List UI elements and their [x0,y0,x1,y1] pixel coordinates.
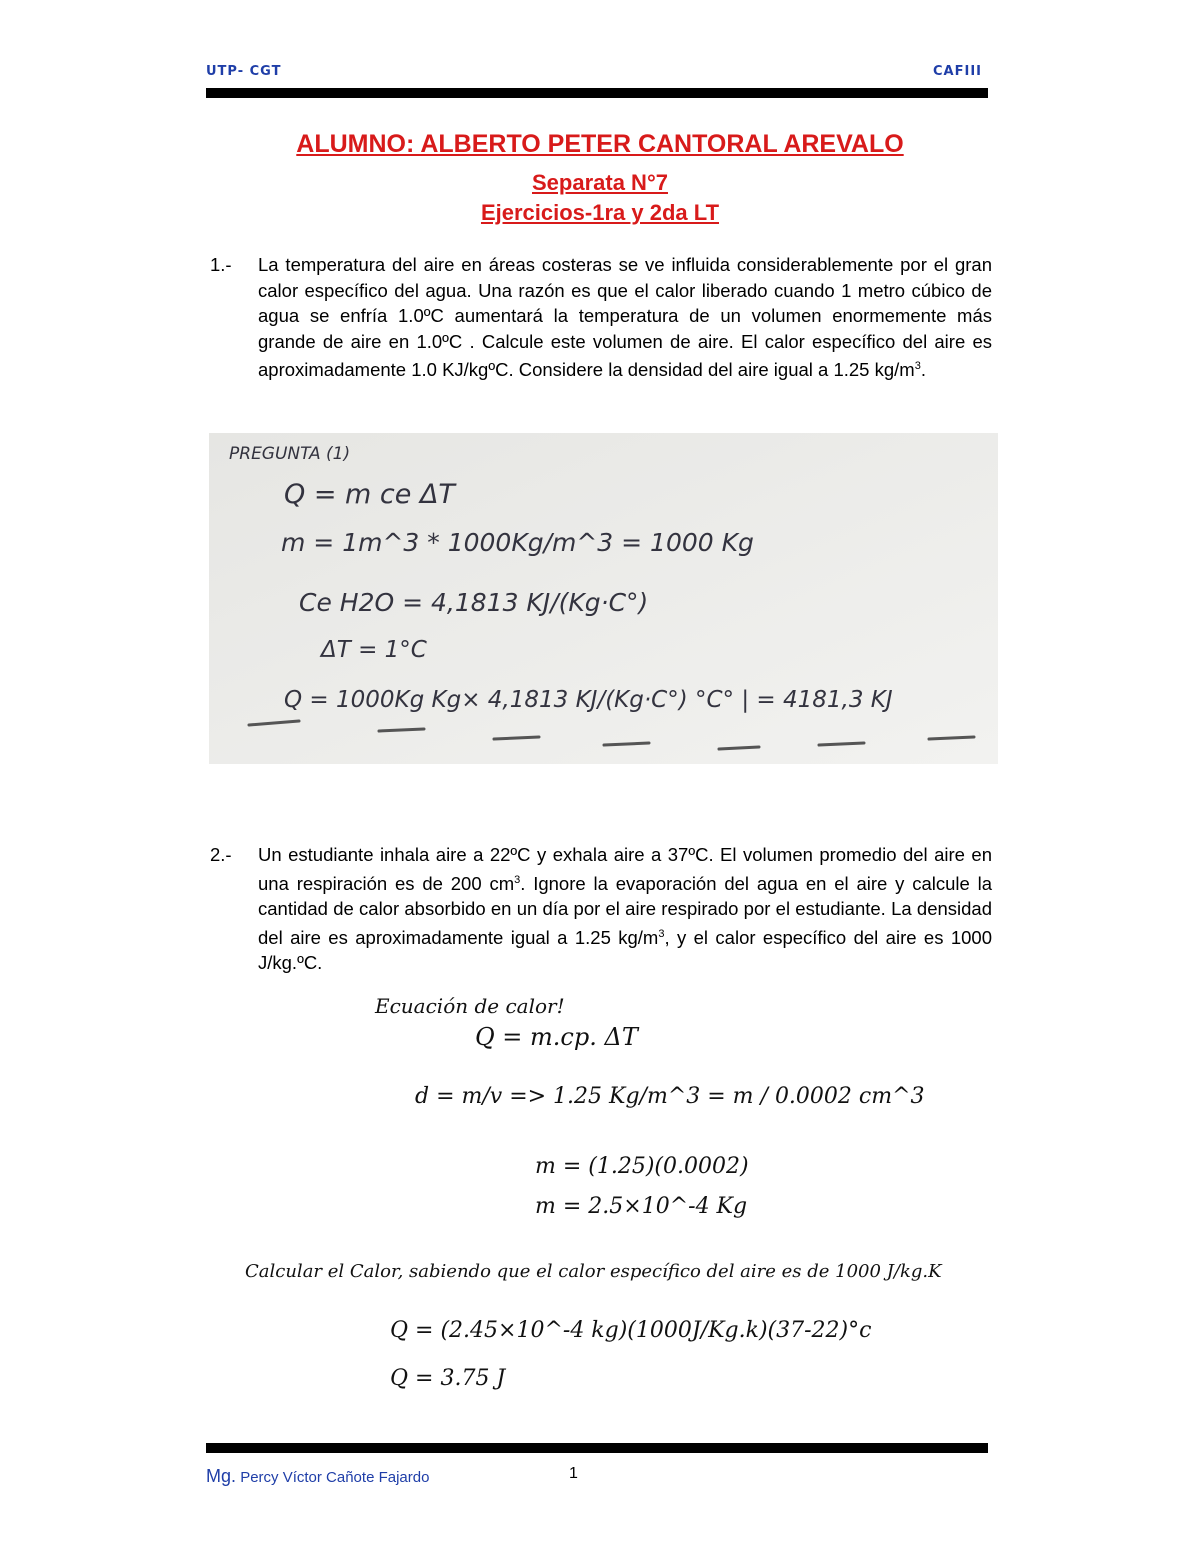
handwritten-solution-2-svg [245,985,1010,1405]
hw-line-6: Q = (2.45×10^-4 kg)(1000J/Kg.k)(37-22)°c [390,1318,872,1343]
problem-1-number: 1.- [210,254,232,275]
problem-2-text: Un estudiante inhala aire a 22ºC y exhala aire a 37ºC. El volumen promedio del aire en una respiración es de 200 $cm^3$. Ignore la evaporación del agua en el aire y calcule la cantidad de calor absorbido en un día por el aire respirado por el estudiante. La densidad del aire es aproximadamente igual a 1.25 $kg/m^3$, y el calor específico del aire es 1000 J/kg.ºC. [258,844,992,974]
exercises-title: Ejercicios-1ra y 2da LT [480,200,720,225]
handwritten-solution-1 [209,433,998,764]
photo-line-1: Q = m ce ΔT [284,479,455,510]
photo-line-0: PREGUNTA (1) [229,444,351,464]
header-rule [206,88,988,98]
hw-line-3: m = (1.25)(0.0002) [535,1154,749,1179]
hw-line-1: Q = m.cp. ΔT [475,1023,638,1051]
hw-line-2: d = m/v => 1.25 Kg/m^3 = m / 0.0002 cm^3 [415,1084,925,1109]
header-left: UTP- CGT [206,64,282,79]
problem-2-number: 2.- [210,844,232,865]
hw-line-5: Calcular el Calor, sabiendo que el calor específico del aire es de 1000 J/kg.K [245,1261,942,1282]
problem-2 [210,842,992,976]
hw-line-0: Ecuación de calor! [375,994,565,1018]
hw-line-7: Q = 3.75 J [390,1366,506,1391]
photo-line-3: Ce H2O = 4,1813 KJ/(Kg·C°) [299,588,649,617]
photo-line-4: ΔT = 1°C [321,637,427,663]
footer-rule [206,1443,988,1453]
handwritten-solution-2 [245,985,1010,1405]
student-title: ALUMNO: ALBERTO PETER CANTORAL AREVALO [296,130,904,158]
hw-line-4: m = 2.5×10^-4 Kg [535,1194,748,1219]
photo-line-5: Q = 1000Kg Kg× 4,1813 KJ/(Kg·C°) °C° | = 4181,3 KJ [284,687,893,713]
problem-1-text: La temperatura del aire en áreas costeras se ve influida considerablemente por el gran calor específico del agua. Una razón es que el calor liberado cuando 1 metro cúbico de agua se enfría 1.0ºC aumentará la temperatura de un volumen enormemente más grande de aire en 1.0ºC . Calcule este volumen de aire. El calor específico del aire es aproximadamente 1.0 KJ/kgºC. Considere la densidad del aire igual a 1.25 $kg/m^3$. [258,254,992,381]
author-name: Mg. Percy Víctor Cañote Fajardo [206,1466,430,1486]
header-right: CAFIII [933,64,982,79]
separata-title: Separata N°7 [532,170,668,195]
page-number: 1 [569,1465,578,1482]
problem-1 [210,252,992,383]
solution-photo-1 [209,433,998,764]
photo-line-2: m = 1m^3 * 1000Kg/m^3 = 1000 Kg [281,528,754,557]
